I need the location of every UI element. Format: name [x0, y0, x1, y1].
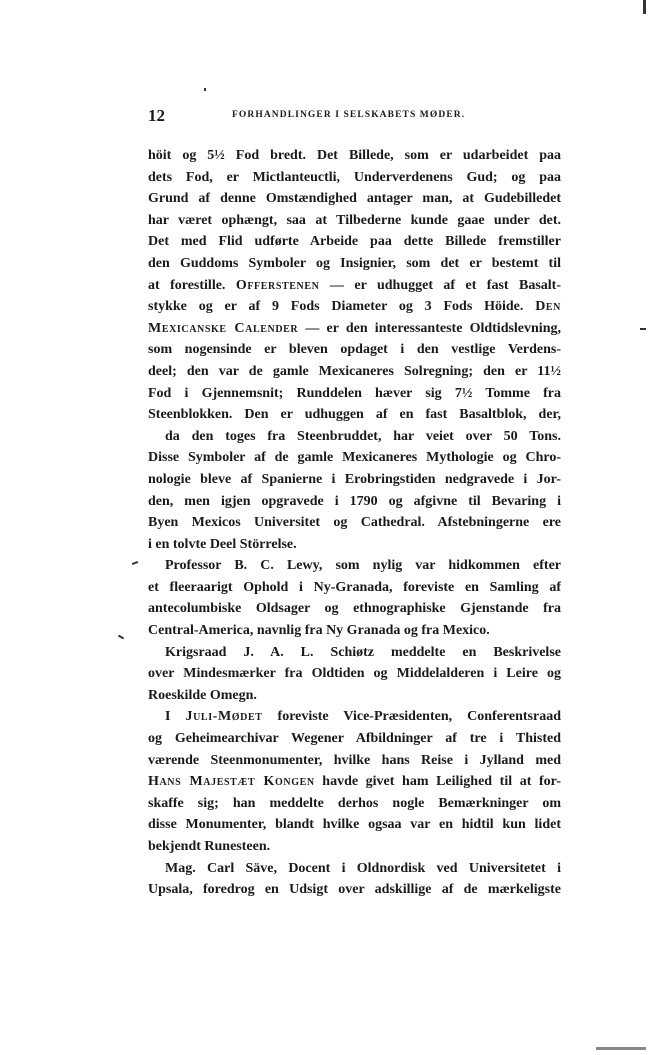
text-line [148, 275, 561, 297]
margin-mark [132, 561, 138, 565]
text-line: Fod i Gjennemsnit; Runddelen hæver sig 7½ Tomme fra [148, 385, 561, 401]
text-run: foreviste Vice-Præsidenten, Conferentsraad [277, 709, 561, 725]
text-line: höit og 5½ Fod bredt. Det Billede, som er udarbeidet paa [148, 148, 561, 163]
text-line: den Guddoms Symboler og Insignier, som det er bestemt til [148, 255, 561, 271]
margin-mark [118, 635, 124, 640]
text-line: Grund af denne Omstændighed antager man, at Gudebilledet [148, 191, 561, 207]
running-head: FORHANDLINGER I SELSKABETS MØDER. [232, 110, 466, 120]
margin-mark [204, 88, 206, 91]
smallcaps-mexicanske-calender: Mexicanske Calender [148, 320, 299, 336]
text-line: den, men igjen opgravede i 1790 og afgivne til Bevaring i [148, 493, 561, 509]
text-line: bekjendt Runesteen. [148, 839, 271, 854]
text-line: et fleeraarigt Ophold i Ny-Granada, foreviste en Samling af [148, 579, 561, 595]
smallcaps-juli-modet: Juli-Mødet [185, 709, 263, 725]
margin-mark [640, 328, 646, 330]
smallcaps-offerstenen: Offerstenen [235, 277, 320, 293]
text-line [148, 296, 561, 318]
text-line: Upsala, foredrog en Udsigt over adskillige af de mærkeligste [148, 882, 561, 898]
text-line: i en tolvte Deel Störrelse. [148, 536, 297, 552]
text-line: Steenblokken. Den er udhuggen af en fast Basaltblok, der, [148, 407, 561, 423]
text-line: disse Monumenter, blandt hvilke ogsaa var en hidtil kun lidet [148, 817, 561, 833]
text-line: antecolumbiske Oldsager og ethnographiske Gjenstande fra [148, 601, 561, 617]
text-line: skaffe sig; han meddelte derhos nogle Bemærkninger om [148, 795, 561, 811]
text-run: havde givet ham Leilighed til at for- [322, 774, 561, 790]
text-run: — er udhugget af et fast Basalt- [329, 277, 561, 293]
text-line: har været ophængt, saa at Tilbederne kunde gaae under det. [148, 212, 561, 228]
text-line: nologie bleve af Spanierne i Erobringstiden nedgravede i Jor- [148, 471, 561, 487]
text-line: Det med Flid udførte Arbeide paa dette Billede fremstiller [148, 234, 561, 250]
text-line: Disse Symboler af de gamle Mexicaneres Mythologie og Chro- [148, 450, 561, 466]
smallcaps-den: Den [535, 299, 561, 315]
text-run: at forestille. [148, 277, 226, 293]
text-run: stykke og er af 9 Fods Diameter og 3 Fods Höide. [148, 299, 524, 315]
page-number: 12 [148, 106, 165, 125]
text-line: værende Steenmonumenter, hvilke hans Reise i Jylland med [148, 752, 561, 768]
text-line: Professor B. C. Lewy, som nylig var hidkommen efter [165, 558, 561, 574]
text-line: som nogensinde er bleven opdaget i den vestlige Verdens- [148, 342, 561, 358]
text-run: — [305, 320, 320, 336]
margin-mark [596, 1047, 646, 1050]
text-line: Roeskilde Omegn. [148, 687, 257, 703]
text-line: Byen Mexicos Universitet og Cathedral. Afstebningerne ere [148, 515, 561, 531]
text-line: Mag. Carl Säve, Docent i Oldnordisk ved Universitetet i [165, 860, 561, 876]
margin-mark [643, 0, 646, 14]
page-header [148, 106, 560, 126]
text-line [148, 706, 561, 728]
text-line: Central-America, navnlig fra Ny Granada og fra Mexico. [148, 623, 490, 639]
body-text [148, 145, 561, 901]
text-run: er den interessanteste Oldtidslevning, [326, 320, 561, 336]
text-line: da den toges fra Steenbruddet, har veiet over 50 Tons. [165, 428, 561, 444]
smallcaps-hans-majestaet-kongen: Hans Majestæt Kongen [148, 774, 315, 790]
text-line: Krigsraad J. A. L. Schiøtz meddelte en Beskrivelse [165, 644, 561, 660]
text-line: dets Fod, er Mictlanteuctli, Underverdenens Gud; og paa [148, 169, 561, 185]
text-line [148, 318, 561, 340]
text-run: I [165, 709, 171, 725]
text-line [148, 771, 561, 793]
text-line: deel; den var de gamle Mexicaneres Solregning; den er 11½ [148, 363, 561, 379]
text-line: og Geheimearchivar Wegener Afbildninger af tre i Thisted [148, 731, 561, 747]
text-line: over Mindesmærker fra Oldtiden og Middelalderen i Leire og [148, 666, 561, 682]
